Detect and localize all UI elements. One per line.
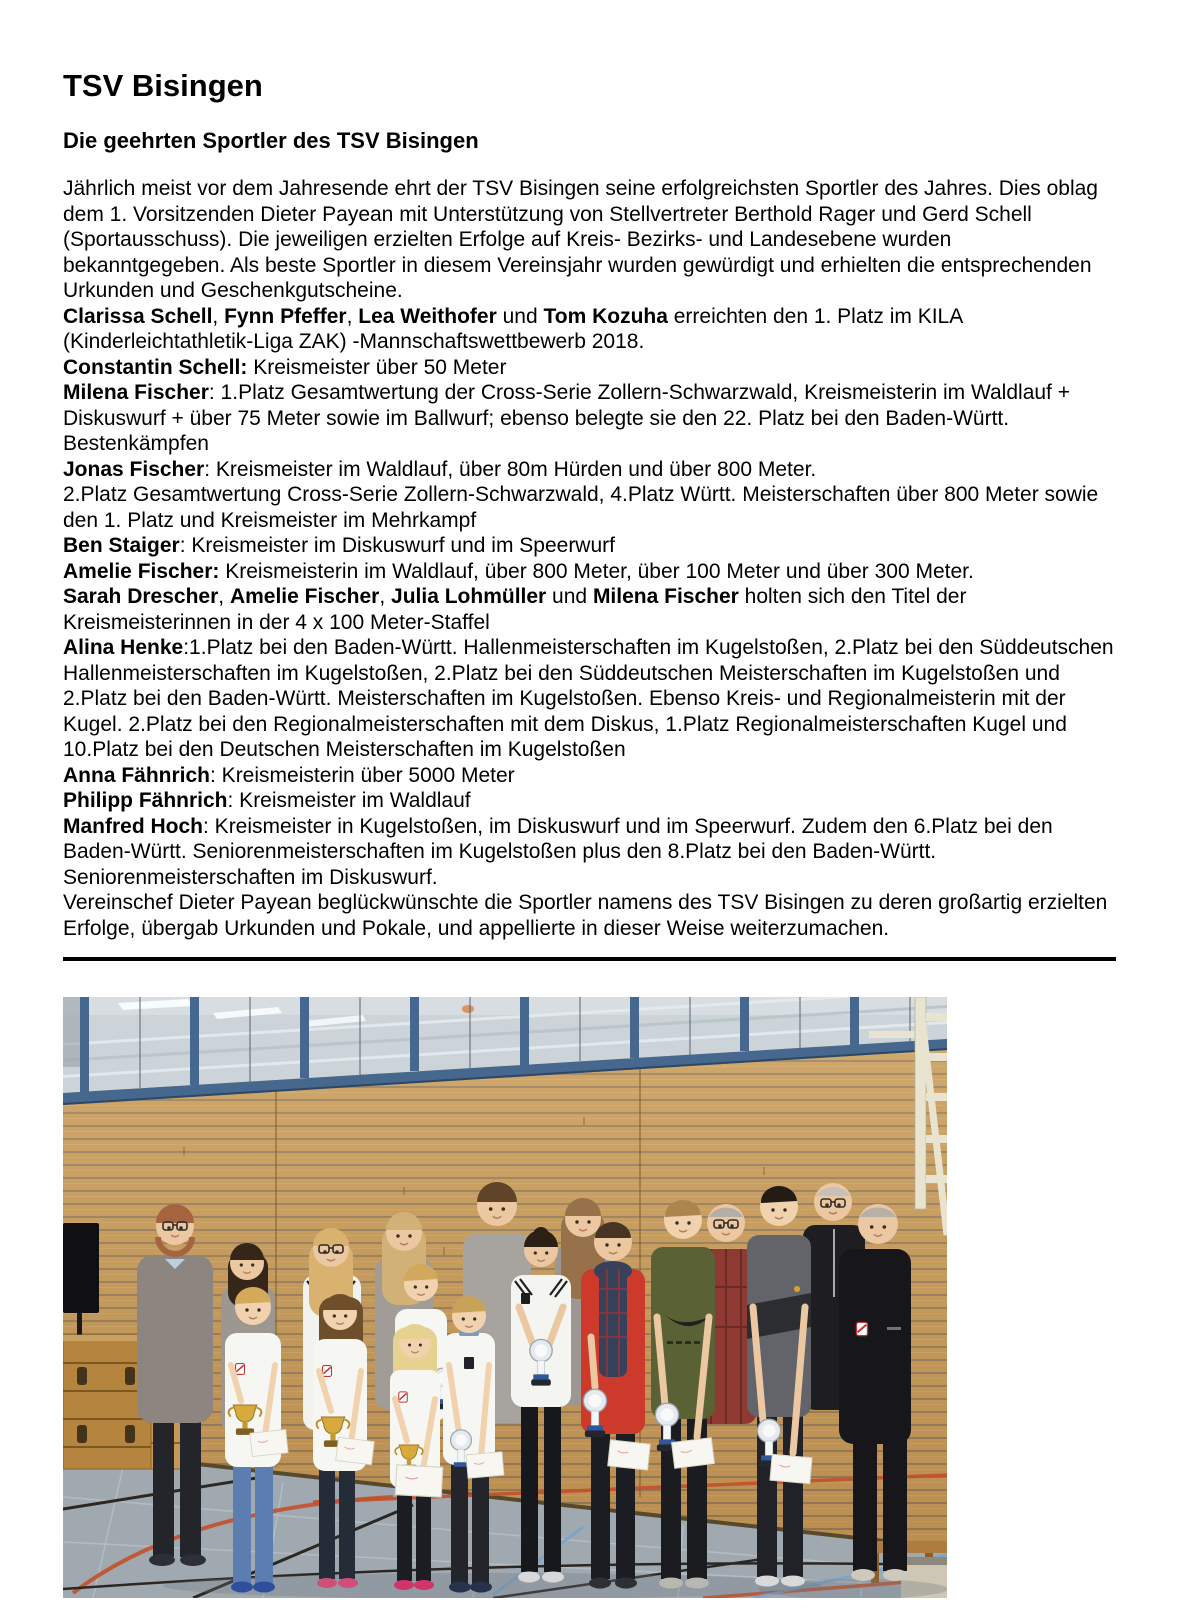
bold-run: Milena Fischer xyxy=(592,585,739,608)
text-block: Clarissa Schell, Fynn Pfeffer, Lea Weithofer und Tom Kozuha erreichten den 1. Platz im KILA (Kinderleichtathletik-Liga ZAK) -Mannschaftswettbewerb 2018. xyxy=(63,304,963,353)
text-block: Constantin Schell: Kreismeister über 50 Meter xyxy=(63,355,507,379)
bold-run: Jonas Fischer xyxy=(63,457,205,481)
bold-run: Ben Staiger xyxy=(63,534,180,557)
page-subtitle: Die geehrten Sportler des TSV Bisingen xyxy=(63,128,479,153)
text-block: 2.Platz Gesamtwertung Cross-Serie Zollern-Schwarzwald, 4.Platz Württ. Meisterschaften über 800 Meter sowie den 1. Platz und Kreismeister im Mehrkampf xyxy=(63,483,1099,532)
bold-run: Milena Fischer xyxy=(63,381,209,404)
text-block: Jonas Fischer: Kreismeister im Waldlauf, über 80m Hürden und über 800 Meter. xyxy=(63,457,817,481)
bold-run: Amelie Fischer xyxy=(229,585,380,608)
bold-run: Constantin Schell: xyxy=(63,355,248,379)
bold-run: Alina Henke xyxy=(63,636,184,659)
bold-run: Fynn Pfeffer xyxy=(224,304,347,328)
article-body xyxy=(63,176,1116,941)
bold-run: Philipp Fähnrich xyxy=(63,789,228,812)
page-title: TSV Bisingen xyxy=(63,68,263,103)
text-block: Philipp Fähnrich: Kreismeister im Waldlauf xyxy=(63,789,471,812)
bold-run: Anna Fähnrich xyxy=(63,763,211,787)
text-block: Vereinschef Dieter Payean beglückwünschte die Sportler namens des TSV Bisingen zu deren großartig erzielten Erfolge, übergab Urkunden und Pokale, und appellierte in dieser Weise weiterzumachen. xyxy=(63,891,1108,940)
text-block: Jährlich meist vor dem Jahresende ehrt der TSV Bisingen seine erfolgreichsten Sportler des Jahres. Dies oblag dem 1. Vorsitzenden Dieter Payean mit Unterstützung von Stellvertreter Berthold Rager und Gerd Schell (Sportausschuss). Die jeweiligen erzielten Erfolge auf Kreis- Bezirks- und Landesebene wurden bekanntgegeben. Als beste Sportler in diesem Vereinsjahr wurden gewürdigt und erhielten die entsprechenden Urkunden und Geschenkgutscheine. xyxy=(63,177,1098,302)
text-block: Alina Henke:1.Platz bei den Baden-Württ. Hallenmeisterschaften im Kugelstoßen, 2.Platz bei den Süddeutschen Hallenmeisterschaften im Kugelstoßen, 2.Platz bei den Süddeutschen Meisterschaften im Kugelstoßen und 2.Platz bei den Baden-Württ. Meisterschaften im Kugelstoßen. Ebenso Kreis- und Regionalmeisterin mit der Kugel. 2.Platz bei den Regionalmeisterschaften mit dem Diskus, 1.Platz Regionalmeisterschaften Kugel und 10.Platz bei den Deutschen Meisterschaften im Kugelstoßen xyxy=(63,636,1114,761)
bold-run: Clarissa Schell xyxy=(63,304,213,328)
gym-photo-illustration xyxy=(63,997,947,1598)
text-block: Milena Fischer: 1.Platz Gesamtwertung der Cross-Serie Zollern-Schwarzwald, Kreismeisterin im Waldlauf + Diskuswurf + über 75 Meter sowie im Ballwurf; ebenso belegte sie den 22. Platz bei den Baden-Württ. Bestenkämpfen xyxy=(63,381,1070,455)
text-block: Amelie Fischer: Kreismeisterin im Waldlauf, über 800 Meter, über 100 Meter und über 300 Meter. xyxy=(63,559,974,583)
bold-run: Amelie Fischer: xyxy=(63,559,220,583)
text-block: Manfred Hoch: Kreismeister in Kugelstoßen, im Diskuswurf und im Speerwurf. Zudem den 6.Platz bei den Baden-Württ. Seniorenmeisterschaften im Kugelstoßen plus den 8.Platz bei den Baden-Württ. Seniorenmeisterschaften im Diskuswurf. xyxy=(63,814,1053,889)
text-block: Ben Staiger: Kreismeister im Diskuswurf und im Speerwurf xyxy=(63,534,615,557)
bold-run: Julia Lohmüller xyxy=(391,585,547,608)
bold-run: Sarah Drescher xyxy=(63,585,219,608)
bold-run: Manfred Hoch xyxy=(63,814,204,838)
text-block: Anna Fähnrich: Kreismeisterin über 5000 Meter xyxy=(63,763,515,787)
text-block: Sarah Drescher, Amelie Fischer, Julia Lohmüller und Milena Fischer holten sich den Titel der Kreismeisterinnen in der 4 x 100 Meter-Staffel xyxy=(63,585,967,634)
horizontal-divider xyxy=(63,957,1116,961)
bold-run: Tom Kozuha xyxy=(543,304,668,328)
gym-photo xyxy=(63,997,947,1598)
bold-run: Lea Weithofer xyxy=(358,304,497,328)
